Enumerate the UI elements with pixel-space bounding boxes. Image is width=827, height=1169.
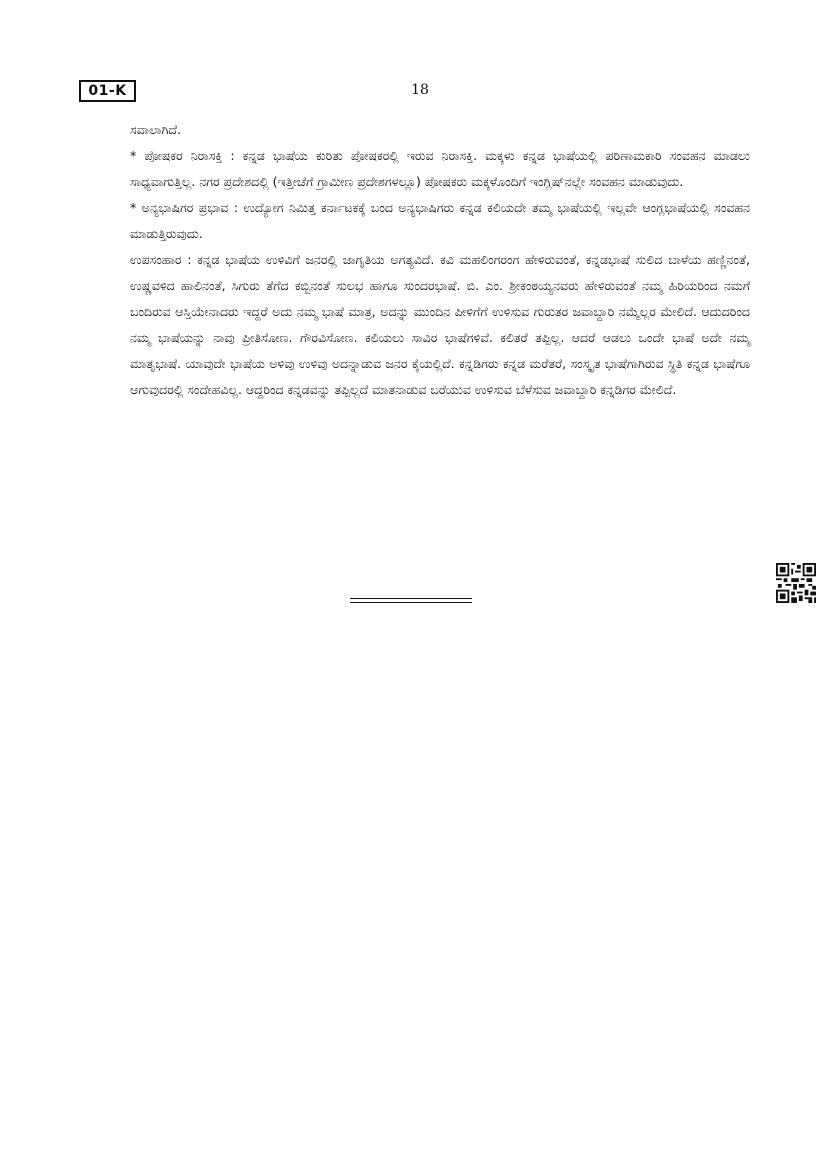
- question-code-box: 01-K: [79, 80, 136, 102]
- paragraph-continuation: ಸವಾಲಾಗಿದೆ.: [130, 122, 181, 137]
- paragraph-conclusion: ಉಪಸಂಹಾರ : ಕನ್ನಡ ಭಾಷೆಯ ಉಳಿವಿಗೆ ಜನರಲ್ಲಿ ಜಾಗೃತಿಯ ಅಗತ್ಯವಿದೆ. ಕವಿ ಮಹಲಿಂಗರಂಗ ಹೇಳಿರುವಂತೆ, ಕನ್ನಡಭಾಷೆ ಸುಲಿದ ಬಾಳೆಯ ಹಣ್ಣಿನಂತೆ, ಉಷ್ಣವಳಿದ ಹಾಲಿನಂತೆ, ಸಿಗುರು ತೆಗೆದ ಕಬ್ಬಿನಂತೆ ಸುಲಭ ಹಾಗೂ ಸುಂದರಭಾಷೆ. ಬಿ. ಎಂ. ಶ್ರೀಕಂಠಯ್ಯನವರು ಹೇಳಿರುವಂತೆ ನಮ್ಮ ಹಿರಿಯರಿಂದ ನಮಗೆ ಬಂದಿರುವ ಆಸ್ತಿಯೇನಾದರು ಇದ್ದರೆ ಅದು ನಮ್ಮ ಭಾಷೆ ಮಾತ್ರ, ಅದನ್ನು ಮುಂದಿನ ಪೀಳಿಗೆಗೆ ಉಳಿಸುವ ಗುರುತರ ಜವಾಬ್ದಾರಿ ನಮ್ಮೆಲ್ಲರ ಮೇಲಿದೆ. ಆದುದರಿಂದ ನಮ್ಮ ಭಾಷೆಯನ್ನು ನಾವು ಪ್ರೀತಿಸೋಣ. ಗೌರವಿಸೋಣ. ಕಲಿಯಲು ಸಾವಿರ ಭಾಷೆಗಳಿವೆ. ಕಲಿತರೆ ತಪ್ಪಿಲ್ಲ. ಆದರೆ ಆಡಲು ಒಂದೇ ಭಾಷೆ ಅದೇ ನಮ್ಮ ಮಾತೃಭಾಷೆ. ಯಾವುದೇ ಭಾಷೆಯ ಅಳಿವು ಉಳಿವು ಅದನ್ನಾಡುವ ಜನರ ಕೈಯಲ್ಲಿದೆ. ಕನ್ನಡಿಗರು ಕನ್ನಡ ಮರೆತರೆ, ಸಂಸ್ಕೃತ ಭಾಷೆಗಾಗಿರುವ ಸ್ಥಿತಿ ಕನ್ನಡ ಭಾಷೆಗೂ ಆಗುವುದರಲ್ಲಿ ಸಂದೇಹವಿಲ್ಲ. ಆದ್ದರಿಂದ ಕನ್ನಡವನ್ನು ತಪ್ಪಿಲ್ಲದೆ ಮಾತನಾಡುವ ಬರೆಯುವ ಉಳಿಸುವ ಬೆಳೆಸುವ ಜವಾಬ್ದಾರಿ ಕನ್ನಡಿಗರ ಮೇಲಿದೆ.: [130, 252, 750, 397]
- end-of-answer-rule: [350, 598, 472, 603]
- paragraph-other-language-influence: * ಅನ್ಯಭಾಷಿಗರ ಪ್ರಭಾವ : ಉದ್ಯೋಗ ನಿಮಿತ್ತ ಕರ್ನಾಟಕಕ್ಕೆ ಬಂದ ಅನ್ಯಭಾಷಿಗರು ಕನ್ನಡ ಕಲಿಯದೇ ತಮ್ಮ ಭಾಷೆಯಲ್ಲಿ ಇಲ್ಲವೇ ಆಂಗ್ಲಭಾಷೆಯಲ್ಲಿ ಸಂವಹನ ಮಾಡುತ್ತಿರುವುದು.: [130, 200, 750, 241]
- paragraph-parental-disinterest: * ಪೋಷಕರ ನಿರಾಸಕ್ತಿ : ಕನ್ನಡ ಭಾಷೆಯ ಕುರಿತು ಪೋಷಕರಲ್ಲಿ ಇರುವ ನಿರಾಸಕ್ತಿ. ಮಕ್ಕಳು ಕನ್ನಡ ಭಾಷೆಯಲ್ಲಿ ಪರಿಣಾಮಕಾರಿ ಸಂವಹನ ಮಾಡಲು ಸಾಧ್ಯವಾಗುತ್ತಿಲ್ಲ. ನಗರ ಪ್ರದೇಶದಲ್ಲಿ (ಇತ್ತೀಚೆಗೆ ಗ್ರಾಮೀಣ ಪ್ರದೇಶಗಳಲ್ಲೂ) ಪೋಷಕರು ಮಕ್ಕಳೊಂದಿಗೆ ಇಂಗ್ಲಿಷ್‌ನಲ್ಲೇ ಸಂವಹನ ಮಾಡುವುದು.: [130, 148, 750, 189]
- qr-code-icon: [776, 563, 816, 603]
- answer-body: [130, 117, 750, 403]
- page-number: 18: [411, 82, 429, 98]
